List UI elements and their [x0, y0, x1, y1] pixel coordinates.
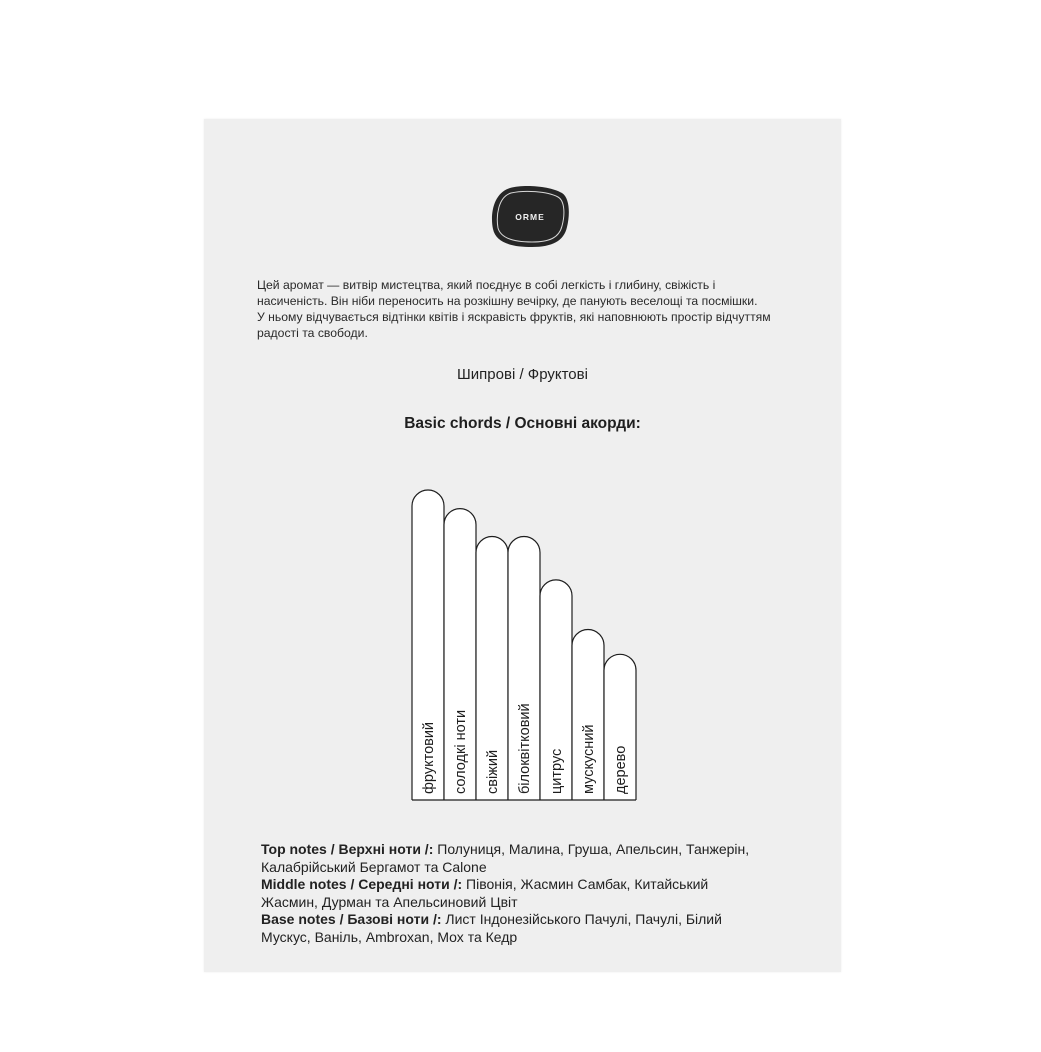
top-notes-label: Top notes / Верхні ноти /:: [261, 841, 434, 857]
fragrance-family: Шипрові / Фруктові: [457, 366, 588, 383]
top-notes-line-1: [261, 841, 821, 859]
chords-chart: [407, 484, 647, 804]
top-notes-text: Полуниця, Малина, Груша, Апельсин, Танжерін,: [433, 841, 750, 857]
description-line: Цей аромат — витвір мистецтва, який поєднує в собі легкість і глибину, свіжість і: [257, 278, 716, 292]
description-line: насиченість. Він ніби переносить на розкішну вечірку, де панують веселощі та посмішки.: [257, 294, 758, 308]
notes-section: [261, 841, 821, 946]
chord-label: свіжий: [485, 749, 501, 794]
chord-label: мускусний: [581, 724, 597, 794]
chord-label: фруктовий: [421, 721, 437, 794]
fragrance-description: [257, 277, 817, 341]
description-line: радості та свободи.: [257, 326, 368, 340]
middle-notes-line-1: [261, 876, 821, 894]
brand-logo-text: ORME: [515, 212, 545, 222]
top-notes-line-2: Калабрійський Бергамот та Calone: [261, 858, 487, 875]
chord-label: білоквітковий: [517, 703, 533, 794]
base-notes-line-1: [261, 911, 821, 929]
middle-notes-label: Middle notes / Середні ноти /:: [261, 876, 463, 892]
base-notes-line-2: Мускус, Ваніль, Ambroxan, Мох та Кедр: [261, 928, 518, 945]
base-notes-label: Base notes / Базові ноти /:: [261, 911, 442, 927]
brand-logo-badge: [490, 185, 570, 249]
description-line: У ньому відчувається відтінки квітів і яскравість фруктів, які наповнюють простір відчуттям: [257, 310, 771, 324]
chords-title: Basic chords / Основні акорди:: [404, 415, 641, 432]
chord-label: солодкі ноти: [453, 709, 469, 794]
chord-label: цитрус: [549, 748, 565, 794]
brand-logo: [490, 185, 570, 249]
chord-label: дерево: [613, 745, 629, 794]
middle-notes-text: Півонія, Жасмин Самбак, Китайський: [462, 876, 709, 892]
base-notes-text: Лист Індонезійського Пачулі, Пачулі, Білий: [441, 911, 722, 927]
perfume-info-card: [204, 119, 841, 972]
middle-notes-line-2: Жасмин, Дурман та Апельсиновий Цвіт: [261, 893, 518, 910]
